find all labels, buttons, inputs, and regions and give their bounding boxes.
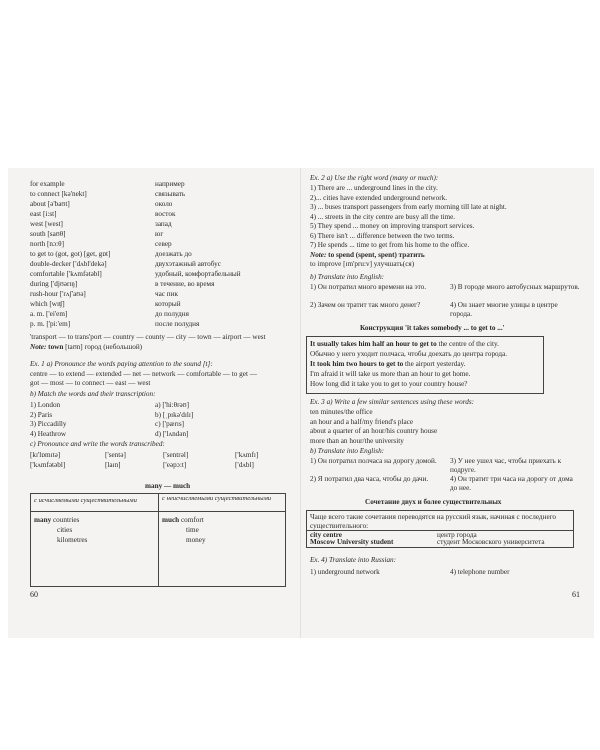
vocab-en: rush-hour ['rʌʃ'aʊə] xyxy=(30,290,86,298)
vocab-en: south [saʊθ] xyxy=(30,230,66,238)
noun-combo-intro: Чаще всего такие сочетания переводятся на русский язык, начиная с последнего существительного: xyxy=(310,513,556,530)
ex1a-title: Ex. 1 a) Pronounce the words paying attention to the sound [t]: xyxy=(30,360,213,368)
vocab-en: about [ə'baʊt] xyxy=(30,200,70,208)
transcription-cell: ['eəpɔ:t] xyxy=(163,461,187,469)
note-spend: Note: to spend (spent, spent) тратить xyxy=(310,251,425,259)
vocab-en: p. m. ['pi:'em] xyxy=(30,320,71,328)
tr-item-3: 3) В городе много автобусных маршрутов. xyxy=(450,283,580,291)
vocab-row xyxy=(30,310,292,320)
ex2a-item: 7) He spends ... time to get from his home to the office. xyxy=(310,241,470,249)
match-transcription: d) ['lʌndən] xyxy=(155,429,189,438)
vocab-en: comfortable ['kʌmfətəbl] xyxy=(30,270,102,278)
vocab-ru: до полудня xyxy=(155,310,189,318)
vocab-en: which [wɪʧ] xyxy=(30,300,65,308)
ex4-title: Ex. 4) Translate into Russian: xyxy=(310,556,397,564)
vocab-ru: час пик xyxy=(155,290,178,298)
vocab-ru: двухэтажный автобус xyxy=(155,260,221,268)
construction-title: Конструкция 'it takes somebody ... to get to ...' xyxy=(360,324,505,332)
vocab-en: to get to (got, got) [get, gɒt] xyxy=(30,250,111,258)
construction-line xyxy=(310,350,507,359)
tr2-item-3: 3) У нее ушел час, чтобы приехать к подруге. xyxy=(450,457,562,474)
construction-line xyxy=(310,370,470,379)
head-countable: с исчисляемыми существительными xyxy=(34,497,137,504)
vocab-en: north [nɔ:θ] xyxy=(30,240,64,248)
ex1c-title: c) Pronounce and write the words transcribed: xyxy=(30,440,165,448)
ex3a-item: about a quarter of an hour/his country house xyxy=(310,427,438,435)
transport-line: 'transport — to trans'port — country — county — city — town — airport — west xyxy=(30,333,266,341)
right-page xyxy=(310,168,580,638)
ex1a-line1: centre — to extend — extended — net — network — comfortable — to get — xyxy=(30,370,257,378)
tr2-item-1: 1) Он потратил полчаса на дорогу домой. xyxy=(310,457,437,465)
vocab-row xyxy=(30,180,292,190)
transcription-cell: [kɪ'lɒmɪtə] xyxy=(30,451,61,459)
vocab-ru: связывать xyxy=(155,190,186,198)
transcription-cell: ['sentrəl] xyxy=(163,451,189,459)
vocab-ru: около xyxy=(155,200,173,208)
ex2a-item: 2)... cities have extended underground network. xyxy=(310,193,447,202)
ex2b-title: b) Translate into English: xyxy=(310,273,385,281)
transcription-cell: [laɪn] xyxy=(105,461,121,469)
construction-text: I'm afraid it will take us more than an hour to get home. xyxy=(310,370,471,378)
mm-money: money xyxy=(186,536,206,544)
head-uncountable: с неисчисляемыми существительными xyxy=(162,495,272,502)
combo-en-1: city centre xyxy=(310,531,342,539)
book-spread xyxy=(8,168,594,638)
vocab-row xyxy=(30,210,292,220)
ex2a-title: Ex. 2 a) Use the right word (many or much): xyxy=(310,174,439,182)
note-improve: to improve [ɪm'pru:v] улучшать(ся) xyxy=(310,260,415,268)
much-comfort: much comfort xyxy=(162,516,204,524)
vocab-ru: в течение, во время xyxy=(155,280,215,288)
mm-kilometres: kilometres xyxy=(57,536,88,544)
noun-combo-title: Сочетание двух и более существительных xyxy=(365,498,502,506)
page-number-right: 61 xyxy=(572,590,580,599)
vocab-row xyxy=(30,230,292,240)
construction-text: Обычно у него уходит полчаса, чтобы доехать до центра города. xyxy=(310,350,508,358)
ex1a-line2: got — most — to connect — east — west xyxy=(30,379,151,387)
combo-ru-1: центр города xyxy=(437,531,477,539)
ex3a-title: Ex. 3 a) Write a few similar sentences using these words: xyxy=(310,398,475,406)
match-word: 2) Paris xyxy=(30,410,53,419)
tr-item-4: 4) Он знает многие улицы в центре города. xyxy=(450,301,558,318)
mm-time: time xyxy=(186,526,199,534)
ex3b-title: b) Translate into English: xyxy=(310,447,385,455)
ex2a-item: 3) ... buses transport passengers from early morning till late at night. xyxy=(310,203,507,211)
vocab-row xyxy=(30,220,292,230)
vocab-row xyxy=(30,290,292,300)
ex2a-item: 1) There are ... underground lines in the city. xyxy=(310,184,438,192)
transcription-cell: ['kʌmfətəbl] xyxy=(30,461,66,469)
ex3a-item: an hour and a half/my friend's place xyxy=(310,417,414,426)
vocab-row xyxy=(30,250,292,260)
construction-line xyxy=(310,360,465,369)
construction-text: the centre of the city. xyxy=(436,340,499,348)
vocab-ru: который xyxy=(155,300,181,308)
ex2a-item: 5) They spend ... money on improving transport services. xyxy=(310,222,475,230)
vocab-row xyxy=(30,240,292,250)
construction-text: the airport yesterday. xyxy=(403,360,466,368)
ex3a-item: more than an hour/the university xyxy=(310,436,404,445)
mm-cities: cities xyxy=(57,526,73,534)
many-much-table xyxy=(30,493,286,587)
ex3a-item: ten minutes/the office xyxy=(310,408,373,416)
ex1b-title: b) Match the words and their transcription: xyxy=(30,390,156,398)
transcription-cell: ['sentə] xyxy=(105,451,126,459)
vocab-row xyxy=(30,190,292,200)
page-number-left: 60 xyxy=(30,590,38,599)
many-much-title: many — much xyxy=(145,482,191,490)
vocab-row xyxy=(30,200,292,210)
combo-ru-2: студент Московского университета xyxy=(437,538,545,546)
vocab-row xyxy=(30,320,292,330)
vocab-ru: после полудня xyxy=(155,320,200,328)
tr2-item-4: 4) Он тратит три часа на дорогу от дома до нее. xyxy=(450,475,573,492)
vocab-ru: запад xyxy=(155,220,172,228)
vocab-en: east [i:st] xyxy=(30,210,57,218)
vocab-row xyxy=(30,280,292,290)
vocab-en: double-decker ['dʌbl'dekə] xyxy=(30,260,107,268)
tr-item-2: 2) Зачем он тратит так много денег? xyxy=(310,301,421,309)
tr-item-1: 1) Он потратил много времени на это. xyxy=(310,283,427,291)
transcription-cell: ['kʌmfɪ] xyxy=(235,451,259,459)
vocab-en: for example xyxy=(30,180,65,188)
construction-box xyxy=(306,336,544,394)
match-word: 3) Piccadilly xyxy=(30,420,67,428)
noun-combo-box xyxy=(306,510,574,548)
ex4-item-4: 4) telephone number xyxy=(450,568,510,576)
vocab-ru: доезжать до xyxy=(155,250,192,258)
vocab-en: west [west] xyxy=(30,220,63,228)
construction-bold: It took him two hours to get to xyxy=(310,360,404,368)
gutter xyxy=(300,168,301,638)
ex2a-item: 6) There isn't ... difference between the two terms. xyxy=(310,231,455,240)
vocab-ru: удобный, комфортабельный xyxy=(155,270,241,278)
match-word: 1) London xyxy=(30,401,61,409)
vocab-row xyxy=(30,270,292,280)
construction-text: How long did it take you to get to your country house? xyxy=(310,380,468,388)
vocab-ru: восток xyxy=(155,210,176,218)
vocab-en: during ['djʊərɪŋ] xyxy=(30,280,78,288)
construction-line xyxy=(310,380,468,389)
vocab-row xyxy=(30,260,292,270)
match-transcription: c) ['pærɪs] xyxy=(155,420,185,428)
construction-line xyxy=(310,340,499,349)
vocab-row xyxy=(30,300,292,310)
match-word: 4) Heathrow xyxy=(30,429,67,438)
vocab-ru: например xyxy=(155,180,185,188)
vocab-ru: юг xyxy=(155,230,164,238)
note-town: Note: town [taʊn] город (небольшой) xyxy=(30,343,143,351)
match-transcription: a) ['hi:θrəʊ] xyxy=(155,401,190,409)
vocab-en: a. m. ['ei'em] xyxy=(30,310,68,318)
ex2a-item: 4) ... streets in the city centre are busy all the time. xyxy=(310,212,456,221)
combo-en-2: Moscow University student xyxy=(310,538,394,546)
construction-bold: It usually takes him half an hour to get to xyxy=(310,340,437,348)
ex4-item-1: 1) underground network xyxy=(310,568,380,576)
many-countries: many countries xyxy=(34,516,80,524)
match-transcription: b) [ˌpɪkə'dɪlɪ] xyxy=(155,410,194,419)
vocab-en: to connect [kə'nekt] xyxy=(30,190,87,198)
vocab-ru: север xyxy=(155,240,172,248)
transcription-cell: ['dʌbl] xyxy=(235,461,254,469)
tr2-item-2: 2) Я потратил два часа, чтобы до дачи. xyxy=(310,475,429,483)
left-page xyxy=(30,168,292,638)
